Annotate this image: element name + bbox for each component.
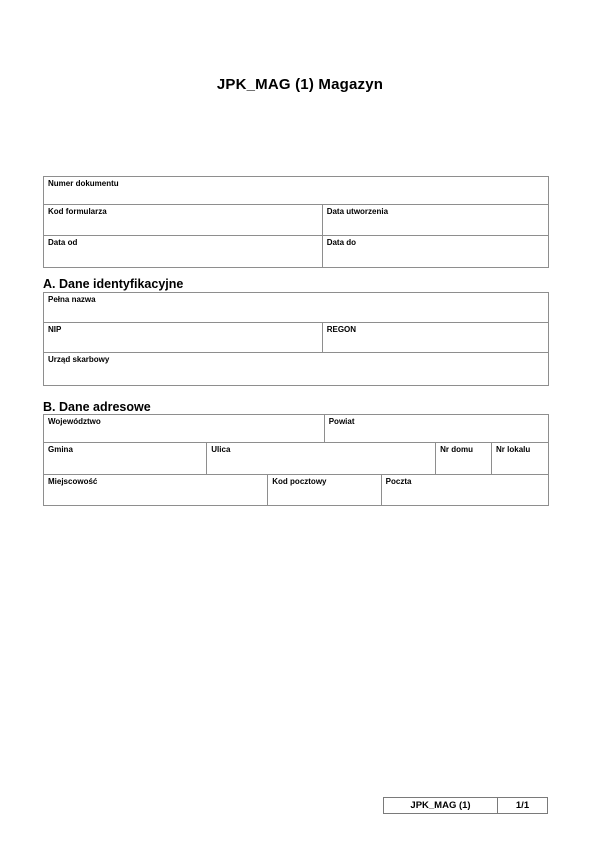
document-metadata-table bbox=[43, 176, 549, 268]
field-regon bbox=[323, 323, 548, 352]
table-row bbox=[44, 177, 548, 205]
field-urzad-skarbowy bbox=[44, 353, 548, 385]
field-nr-lokalu bbox=[492, 443, 548, 474]
field-ulica bbox=[207, 443, 436, 474]
field-data-od bbox=[44, 236, 323, 267]
field-poczta bbox=[382, 475, 548, 505]
field-label: Pełna nazwa bbox=[48, 295, 96, 304]
footer-page-number: 1/1 bbox=[515, 800, 530, 811]
field-label: Urząd skarbowy bbox=[48, 355, 110, 364]
field-label: Numer dokumentu bbox=[48, 179, 119, 188]
table-row bbox=[44, 475, 548, 505]
table-row bbox=[44, 205, 548, 236]
table-row bbox=[44, 293, 548, 323]
section-b-heading: B. Dane adresowe bbox=[43, 400, 151, 414]
field-nr-domu bbox=[436, 443, 492, 474]
field-wojewodztwo bbox=[44, 415, 325, 442]
field-label: Gmina bbox=[48, 445, 73, 454]
field-label: Data do bbox=[326, 238, 357, 247]
table-row bbox=[44, 443, 548, 475]
table-row bbox=[44, 323, 548, 353]
field-label: NIP bbox=[48, 325, 62, 334]
field-label: Kod formularza bbox=[48, 207, 107, 216]
field-pelna-nazwa bbox=[44, 293, 548, 322]
table-row bbox=[44, 353, 548, 385]
field-label: Nr lokalu bbox=[496, 445, 531, 454]
field-gmina bbox=[44, 443, 207, 474]
page-title: JPK_MAG (1) Magazyn bbox=[216, 76, 384, 93]
field-label: Data od bbox=[48, 238, 78, 247]
table-row bbox=[44, 236, 548, 267]
field-data-do bbox=[323, 236, 548, 267]
field-nip bbox=[44, 323, 323, 352]
field-powiat bbox=[325, 415, 548, 442]
field-label: Nr domu bbox=[440, 445, 473, 454]
footer-form-code: JPK_MAG (1) bbox=[384, 798, 498, 813]
field-label: Miejscowość bbox=[48, 477, 98, 486]
field-label: Poczta bbox=[385, 477, 412, 486]
field-miejscowosc bbox=[44, 475, 268, 505]
field-numer-dokumentu bbox=[44, 177, 548, 204]
table-row bbox=[44, 415, 548, 443]
field-kod-formularza bbox=[44, 205, 323, 235]
field-label: Kod pocztowy bbox=[272, 477, 327, 486]
field-label: REGON bbox=[326, 325, 357, 334]
section-a-heading: A. Dane identyfikacyjne bbox=[43, 277, 184, 291]
field-label: Województwo bbox=[48, 417, 101, 426]
section-a-table bbox=[43, 292, 549, 386]
field-label: Powiat bbox=[328, 417, 355, 426]
field-data-utworzenia bbox=[323, 205, 548, 235]
footer-table bbox=[383, 797, 548, 814]
section-b-table bbox=[43, 414, 549, 506]
field-label: Ulica bbox=[211, 445, 231, 454]
field-label: Data utworzenia bbox=[326, 207, 389, 216]
field-kod-pocztowy bbox=[268, 475, 381, 505]
